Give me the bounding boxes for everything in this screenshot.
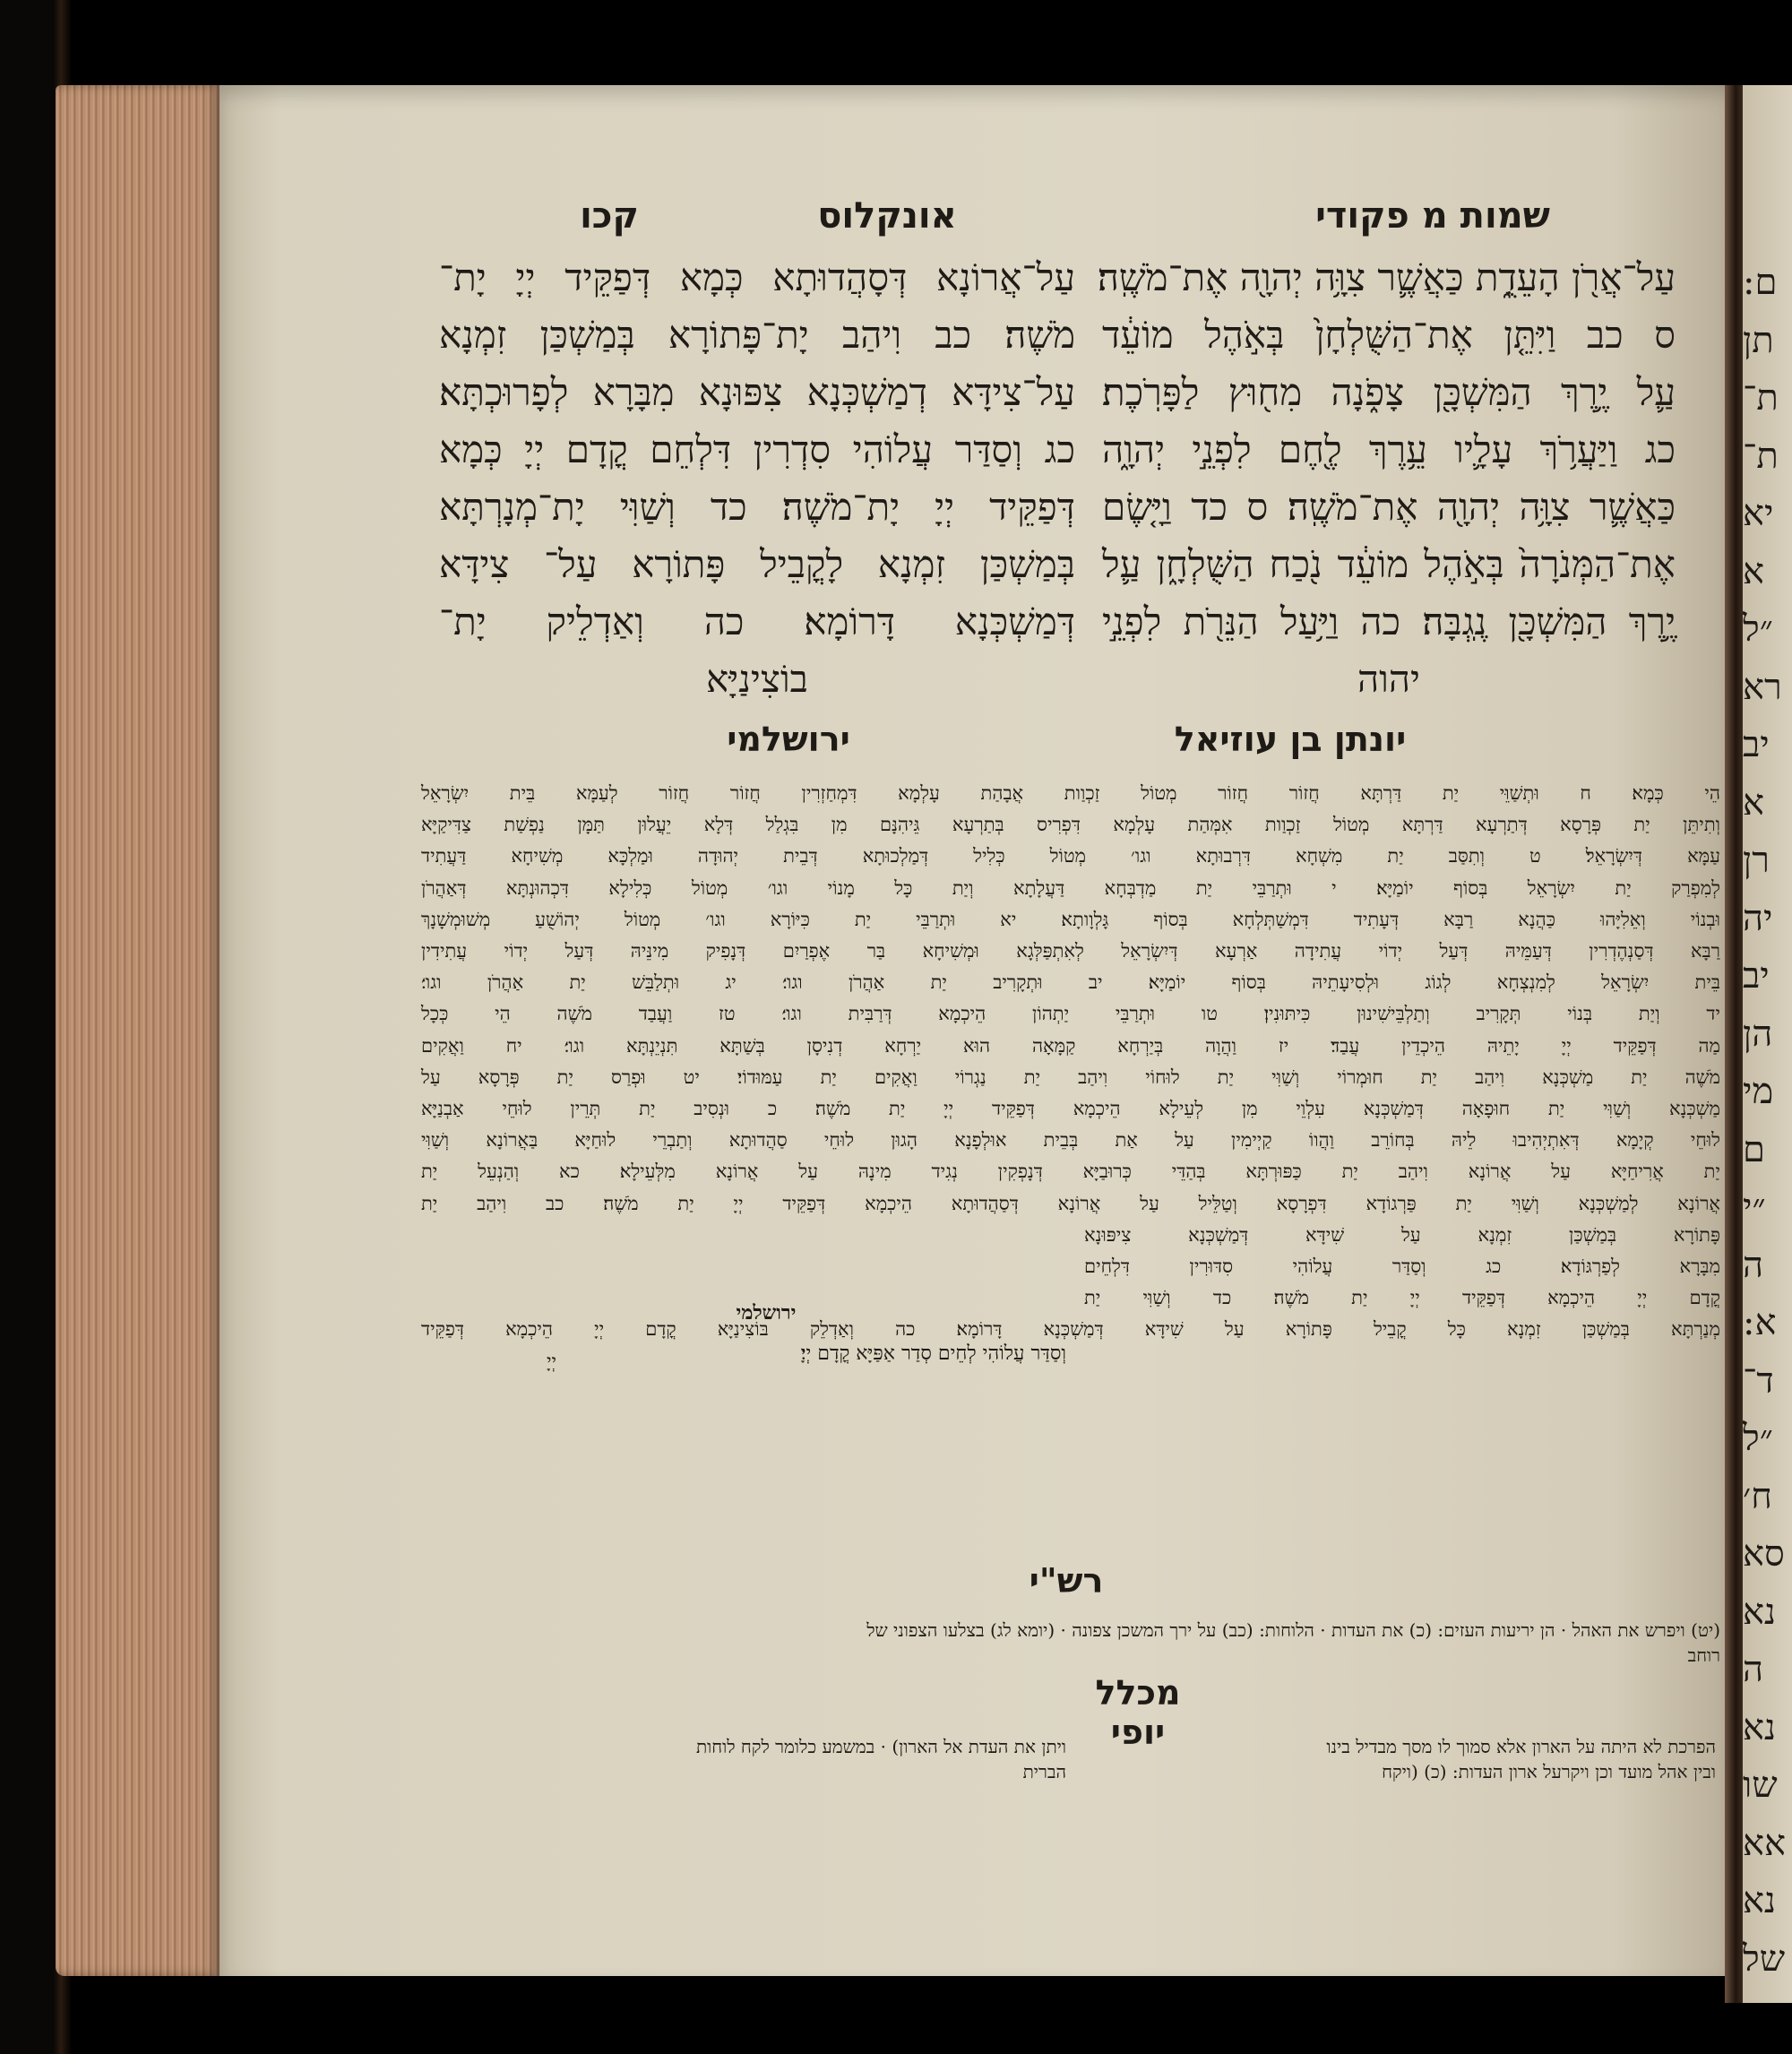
next-page-fragment: א: [1743, 1302, 1777, 1343]
yerushalmi-text: וְסַדַּר עֲלוֹהִי לְחֵים סְדַר אַפַּיָּא קֳדָם יְיָ׃ [800, 1342, 1066, 1365]
next-page-fragment: יה [1743, 897, 1773, 939]
onkelos-line: עַל־צִידָּא דְמַשְׁכְּנָא צִפּוּנָא מִבָּרָא לְפָרוּכְתָּא׃ [439, 370, 1075, 414]
yonatan-line: אֲרוֹנָא לְמַשְׁכְּנָא וְשַׁוִּי יַת פַּרְגוֹדָא דִּפְרָסָא וְטַלֵּיל עַל אֲרוֹנָא דְּסַהֲדוּתָא הֵיכְמָא דְּפַקֵּיד יְיָ יַת מֹשֶׁה׃ כב וִיהַב יַת [421, 1192, 1720, 1214]
yonatan-line: הֵי כְּמָא׃ ח וּתְשַׁוֵּי יַת דַּרְתָּא חֲזוֹר חֲזוֹר מְטוֹל זַכְוַות אֲבָהַת עָלְמָא דִּמְחַזְרִין חֲזוֹר חֲזוֹר לְעַמָּא בֵּית יִשְׂרָאֵל [421, 782, 1720, 804]
michlal-line: ויתן את העדת אל הארון) · במשמע כלומר לקח לוחות [695, 1736, 1066, 1757]
next-page-edge [1743, 85, 1792, 2003]
next-page-fragment: א [1743, 781, 1765, 824]
yonatan-text [421, 778, 1720, 1377]
torah-text [1097, 249, 1676, 708]
next-page-fragment: ד־ [1743, 1359, 1774, 1402]
next-page-fragment: אא [1743, 1822, 1787, 1864]
michlal-line: הברית [1022, 1761, 1066, 1782]
header-left-title: אונקלוס [817, 195, 957, 237]
torah-line: אֶת־הַמְּנֹרָה֙ בְּאֹ֣הֶל מוֹעֵ֔ד נֹ֖כַח הַשֻּׁלְחָ֑ן עַ֛ל [1102, 542, 1676, 586]
michlal-line: ובין אהל מועד וכן ויקרעל ארון העדות: (כ) (ויקח [1382, 1761, 1716, 1782]
yonatan-line: לְמִפְרַק יַת יִשְׂרָאֵל בְּסוֹף יוֹמַיָּא׃ י וּתְרַבֵּי יַת מַדְבְּחָא דַּעֲלָתָא וְיַת כָּל מָנוֹי וגו׳ מְטוֹל כְּלִילָא דִּכְהוּנְתָּא דְּאַהֲרֹן [421, 876, 1720, 899]
onkelos-line: דְּפַקֵּיד יְיָ יָת־מֹשֶׁה׃ כד וְשַׁוִּי יָת־מְנָרְתָּא [439, 485, 1075, 529]
yonatan-line: יַת אֲרִיחַיָּא עַל אֲרוֹנָא וִיהַב יַת כַּפּוּרְתָּא בְּהַדֵּי כְּרוּבַיָּא דְּנָפְקִין נְגִיד מִינָהּ עַל אֲרוֹנָא מִלְּעֵילָא׃ כא וְהַנְעֵל יַת [421, 1161, 1720, 1183]
rashi-text [421, 1618, 1720, 1668]
onkelos-line: בוֹצִינַיָּא [706, 657, 808, 701]
onkelos-line: עַל־אֲרוֹנָא דְּסָהֲדוּתָא כְּמָא דְּפַקֵּיד יְיָ יָת־ [439, 255, 1075, 299]
book-gutter [1725, 85, 1743, 2003]
next-page-fragment: ה [1743, 1649, 1764, 1690]
next-page-fragment: ת־ [1743, 377, 1779, 419]
yerushalmi-title: ירושלמי [727, 720, 850, 759]
torah-line: ס כב וַיִּתֵּ֤ן אֶת־הַשֻּׁלְחָן֙ בְּאֹ֣הֶל מוֹעֵ֔ד [1102, 313, 1676, 357]
next-page-fragment: ח׳ [1743, 1475, 1772, 1517]
next-page-fragment: הן [1743, 1013, 1773, 1055]
page-edges [56, 85, 221, 1976]
yonatan-line: יְיָ [547, 1350, 557, 1372]
michlal-yofi-right-column [1089, 1734, 1716, 1784]
yonatan-title: יונתן בן עוזיאל [1174, 720, 1407, 759]
michlal-yofi-title: מכלל יופי [1095, 1673, 1181, 1752]
next-page-fragment: ה [1743, 1244, 1764, 1286]
next-page-fragment: נא [1743, 1591, 1777, 1633]
page-number: קכו [580, 195, 639, 237]
next-page-fragment: ״ל [1743, 1418, 1773, 1459]
yonatan-line: מַה דְּפַקֵּיד יְיָ יָתֵיהּ הֵיכְדֵין עֲבַד׃ יז וַהֲוָה בְּיַרְחָא קַמָּאָה הוּא יַרְחָא דְנִיסָן בְּשַׁתָּא תִּנְיֵנְתָּא וגו׳׃ יח וַאֲקִים [421, 1034, 1720, 1057]
yonatan-line: פָּתוֹרָא בְּמַשְׁכַּן זִמְנָא עַל שִׁידָּא דְּמַשְׁכְּנָא צִיפּוּנָא [1084, 1223, 1720, 1246]
next-page-fragment: א [1743, 550, 1765, 592]
next-page-fragment: יב [1743, 955, 1770, 997]
next-page-fragment: ם [1743, 1128, 1765, 1170]
onkelos-line: דְּמַשְׁכְּנָא דָּרוֹמָא׃ כה וְאַדְלֵיק יָת־ [439, 600, 1075, 643]
onkelos-text [439, 249, 1075, 708]
yonatan-line: לוּחֵי קְיָמָא דְּאִתְיְהִיבוּ לֵיהּ בְּחוֹרֵב וַהֲווֹ קַיְימִין עַל אַת בְּבֵית אוּלְפָנָא הָגוּן לוּחֵי סַהֲדוּתָא וְתַבְרֵי לוּחַיָּא בַּאֲרוֹנָא וְשַׁוִּי [421, 1129, 1720, 1152]
next-page-fragment: ״י [1743, 1187, 1766, 1228]
onkelos-line: בְּמַשְׁכַּן זִמְנָא לָקֳבֵיל פָּתוֹרָא עַל־ צִידָּא [439, 542, 1075, 586]
next-page-fragment: נא [1743, 1880, 1777, 1921]
yonatan-line: קֳדָם יְיָ הֵיכְמָא דְּפַקֵּיד יְיָ יַת מֹשֶׁה׃ כד וְשַׁוִּי יַת [1084, 1287, 1720, 1309]
yonatan-line: רַבָּא דְּסַנְהֶדְרִין דְּעַמֵּיהּ דְּעַל יְדוֹי עֲתִידָה אַרְעָא דְּיִשְׂרָאֵל לְאִתְפַּלְּגָא וּמְשִׁיחָא בַּר אֶפְרַיִם דְּנָפִיק מִינֵּיהּ דְּעַל יְדוֹי עֲתִידִין [421, 940, 1720, 962]
yonatan-line: עַמָּא דְּיִשְׂרָאֵל׃ ט וְתִסַּב יַת מִשְׁחָא דִּרְבוּתָא וגו׳ מְטוֹל כְּלִיל דְּמַלְכוּתָא דְּבֵית יְהוּדָה וּמַלְכָּא מְשִׁיחָא דַּעֲתִיד [421, 845, 1720, 867]
torah-line: כג וַיַּעֲרֹ֥ךְ עָלָ֛יו עֵ֥רֶךְ לֶ֖חֶם לִפְנֵ֣י יְהוָ֑ה [1102, 427, 1676, 471]
next-page-fragment: רן [1743, 840, 1770, 881]
next-page-fragment: ״ל [1743, 608, 1773, 650]
header-right-title: שמות מ פקודי [1315, 195, 1550, 237]
next-page-fragment: יב [1743, 724, 1770, 765]
torah-line: יהוה [1357, 657, 1421, 701]
rashi-line: רוחב [1687, 1644, 1720, 1666]
next-page-fragment: ם: [1743, 262, 1778, 303]
torah-line: יֶ֥רֶךְ הַמִּשְׁכָּ֖ן נֶֽגְבָּה׃ כה וַיַּ֥עַל הַנֵּרֹ֖ת לִפְנֵ֣י [1102, 600, 1676, 643]
next-page-fragment: מי [1743, 1071, 1774, 1112]
rashi-title: רש"י [1029, 1561, 1104, 1601]
next-page-fragment: נא [1743, 1706, 1777, 1748]
onkelos-line: מֹשֶׁה׃ כב וִיהַב יָת־פָּתוֹרָא בְּמַשְׁכַּן זִמְנָא [439, 313, 1075, 357]
yonatan-line: מִבָּרָא לְפַרְגּוֹדָא׃ כג וְסַדַּר עֲלוֹהִי סִדּוּרִין דִּלְחֵים [1084, 1256, 1720, 1278]
onkelos-line: כג וְסַדַּר עֲלוֹהִי סִדְרִין דִּלְחֵם קֳדָם יְיָ כְּמָא [439, 427, 1075, 471]
yonatan-line: וּבְנוֹי וְאֵלִיָּהוּ כַּהֲנָא רַבָּא דְּעָתִיד דִּמְשַׁתְּלְחָא בְּסוֹף גָּלְוָותָא׃ יא וּתְרַבֵּי יַת כִּיּוֹרָא וגו׳ מְטוֹל יְהוֹשֻׁעַ מְשׁוּמְשָׁנָךְ [421, 908, 1720, 930]
next-page-fragment: סא [1743, 1533, 1785, 1575]
yonatan-line: וְתִיתֵּן יַת פְּרָסָא דְּתַרְעָא דַּרְתָּא מְטוֹל זַכְוַות אִמְּהַת עָלְמָא דִּפְרִיס בְּתַרְעָא גֵּיהִנָּם מִן בִּגְלַל דְּלָא יֵעֲלוּן תַּמָּן נַפְשַׁת צַדִּיקַיָּא [421, 814, 1720, 836]
yonatan-line: מֹשֶׁה יַת מַשְׁכְּנָא וִיהַב יַת חוּמְרוֹי וְשַׁוִּי יַת לוּחוֹי וִיהַב יַת נַגְרוֹי וַאֲקִים יַת עַמּוּדוֹי׃ יט וּפְרַס יַת פְּרָסָא עַל [421, 1066, 1720, 1088]
next-page-fragment: של [1743, 1937, 1786, 1980]
yonatan-line: יד וְיַת בְּנוֹי תְּקָרִיב וְתַלְבֵּישִׁינוּן כִּיתּוּנִין׃ טו וּתְרַבֵּי יַתְהוֹן הֵיכְמָא דְּרַבִּית וגו׳׃ טז וַעֲבַד מֹשֶׁה הֵי כְּכָל [421, 1003, 1720, 1025]
next-page-fragment: יא [1743, 493, 1774, 534]
torah-line: כַּאֲשֶׁ֛ר צִוָּ֥ה יְהוָ֖ה אֶת־מֹשֶֽׁה׃ ס כד וַיָּ֤שֶׂם [1102, 485, 1676, 529]
yonatan-line: מַשְׁכְּנָא וְשַׁוִּי יַת חוּפָאָה דְּמַשְׁכְּנָא עִלְוֵי מִן לְעֵילָא הֵיכְמָא דְּפַקֵּיד יְיָ יַת מֹשֶׁה׃ כ וּנְסִיב יַת תְּרֵין לוּחֵי אַבְנַיָּא [421, 1098, 1720, 1120]
torah-line: עַ֛ל יֶ֥רֶךְ הַמִּשְׁכָּ֖ן צָפֹ֑נָה מִח֖וּץ לַפָּרֹֽכֶת׃ [1102, 370, 1676, 414]
michlal-yofi-left-column [421, 1734, 1066, 1784]
next-page-fragment: רא [1743, 666, 1782, 708]
torah-line: עַל־אֲרֹ֖ן הָעֵדֻ֑ת כַּאֲשֶׁ֛ר צִוָּ֥ה יְהוָ֖ה אֶת־מֹשֶֽׁה׃ [1097, 255, 1676, 299]
rashi-line: (יט) ויפרש את האהל · הן יריעות העזים: (כ) את העדות · הלוחות: (כב) על ירך המשכן צפונה · (יומא לג) בצלעו הצפוני של [866, 1619, 1720, 1641]
next-page-fragment: ת־ [1743, 435, 1779, 477]
yerushalmi-subtitle: ירושלמי [736, 1301, 797, 1325]
next-page-fragment: תן [1743, 319, 1774, 361]
next-page-text [1743, 254, 1792, 1988]
yonatan-line: מְנַרְתָּא בְּמַשְׁכַּן זִמְנָא כָּל קֳבֵיל פָּתוֹרָא עַל שִׁידָּא דְּמַשְׁכְּנָא דָּרוֹמָא׃ כה וְאַדְלֵק בּוֹצִינַיָּא קֳדָם יְיָ הֵיכְמָא דְּפַקֵּיד [421, 1318, 1720, 1341]
michlal-line: הפרכת לא היתה על הארון אלא סמוך לו מסך מבדיל בינו [1326, 1736, 1716, 1757]
yonatan-line: בֵּית יִשְׂרָאֵל לְמִנְצְחָא לְגוֹג וּלְסִיעָתֵיהּ בְּסוֹף יוֹמַיָּא׃ יב וּתְקָרִיב יַת אַהֲרֹן וגו׳׃ יג וּתְלַבֵּשׁ יַת אַהֲרֹן וגו׳׃ [421, 971, 1720, 994]
next-page-fragment: שו [1743, 1765, 1778, 1806]
